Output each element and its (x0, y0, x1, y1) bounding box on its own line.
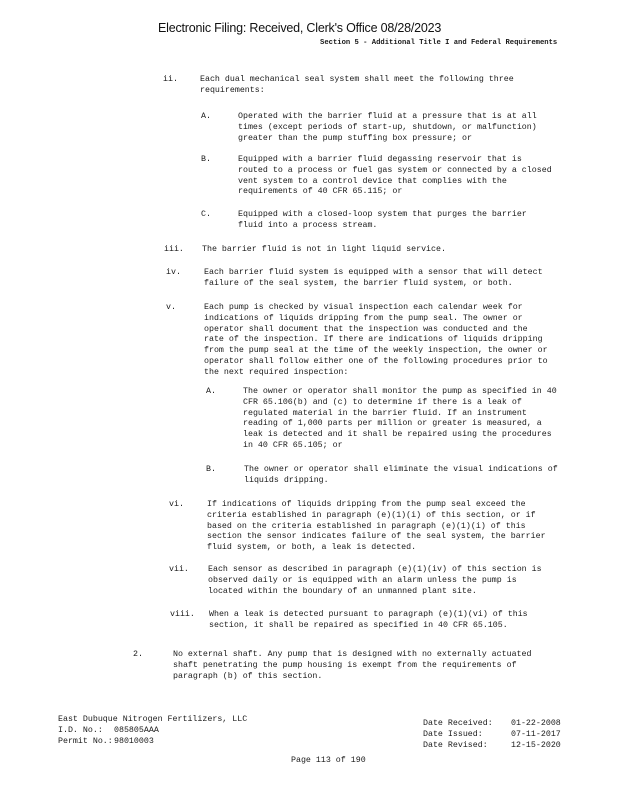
text-line: section the sensor indicates failure of the seal system, the barrier (207, 532, 546, 542)
text-line: failure of the seal system, the barrier fluid system, or both. (204, 278, 513, 288)
item-number: C. (201, 210, 211, 219)
text-line: liquids dripping. (244, 475, 329, 485)
text-line: located within the boundary of an unmanned plant site. (208, 586, 477, 596)
text-line: The barrier fluid is not in light liquid service. (202, 245, 446, 254)
text-line: Each barrier fluid system is equipped with a sensor that will detect (204, 268, 543, 277)
item-text (244, 465, 614, 487)
item-number: iii. (164, 245, 184, 254)
item-number: ii. (163, 75, 178, 84)
item-text (207, 500, 607, 554)
text-line: operator shall follow either one of the following procedures prior to (204, 356, 548, 366)
text-line: requirements: (200, 85, 265, 95)
id-number-row (58, 726, 247, 737)
item-text (238, 155, 618, 198)
text-line: section, it shall be repaired as specified in 40 CFR 65.105. (209, 620, 508, 630)
item-text (204, 268, 604, 290)
text-line: Equipped with a closed-loop system that purges the barrier (238, 210, 527, 219)
text-line: routed to a process or fuel gas system or connected by a closed (238, 165, 552, 175)
date-revised-label: Date Revised: (423, 740, 488, 750)
id-value: 085805AAA (114, 725, 159, 735)
date-revised-value: 12-15-2020 (511, 740, 561, 750)
page-number: Page 113 of 190 (291, 756, 366, 765)
text-line: CFR 65.106(b) and (c) to determine if there is a leak of (243, 397, 522, 407)
date-issued-value: 07-11-2017 (511, 729, 561, 739)
text-line: The owner or operator shall eliminate the visual indications of (244, 465, 558, 474)
text-line: criteria established in paragraph (e)(1)(i) of this section, or if (207, 510, 536, 520)
date-revised-row (423, 741, 561, 752)
text-line: paragraph (b) of this section. (173, 671, 323, 681)
date-received-label: Date Received: (423, 719, 493, 728)
item-text (238, 112, 618, 144)
text-line: greater than the pump stuffing box pressure; or (238, 133, 473, 143)
text-line: vent system to a control device that complies with the (238, 176, 507, 186)
footer-facility-info (58, 715, 247, 747)
text-line: regulated material in the barrier fluid. If an instrument (243, 408, 527, 418)
text-line: shaft penetrating the pump housing is exempt from the requirements of (173, 660, 517, 670)
item-number: B. (201, 155, 211, 164)
item-text (238, 210, 618, 232)
item-number: vi. (169, 500, 184, 509)
text-line: fluid into a process stream. (238, 220, 378, 230)
date-issued-row (423, 730, 561, 741)
text-line: If indications of liquids dripping from the pump seal exceed the (207, 500, 526, 509)
text-line: from the pump seal at the time of the weekly inspection, the owner or (204, 346, 548, 356)
permit-number-row (58, 737, 247, 748)
item-number: viii. (170, 610, 195, 619)
company-name: East Dubuque Nitrogen Fertilizers, LLC (58, 715, 248, 724)
permit-label: Permit No.: (58, 736, 113, 746)
text-line: fluid system, or both, a leak is detected. (207, 543, 417, 553)
text-line: leak is detected and it shall be repaired using the procedures (243, 430, 552, 440)
item-number: v. (166, 303, 176, 312)
item-number: 2. (133, 650, 143, 659)
item-text (209, 610, 609, 632)
item-text (202, 245, 602, 256)
filing-stamp: Electronic Filing: Received, Clerk's Office 08/28/2023 (158, 21, 442, 35)
footer-dates (423, 719, 561, 751)
item-text (208, 565, 608, 597)
text-line: times (except periods of start-up, shutdown, or malfunction) (238, 122, 537, 132)
text-line: When a leak is detected pursuant to paragraph (e)(1)(vi) of this (209, 610, 528, 619)
text-line: No external shaft. Any pump that is designed with no externally actuated (173, 650, 532, 659)
permit-value: 98010003 (114, 736, 154, 746)
text-line: the next required inspection: (204, 367, 349, 377)
text-line: Each dual mechanical seal system shall meet the following three (200, 75, 514, 84)
text-line: rate of the inspection. If there are indications of liquids dripping (204, 335, 543, 345)
date-received-row (423, 719, 561, 730)
item-text (204, 303, 614, 379)
item-number: A. (201, 112, 211, 121)
text-line: observed daily or is equipped with an alarm unless the pump is (208, 575, 517, 585)
date-issued-label: Date Issued: (423, 729, 483, 739)
text-line: The owner or operator shall monitor the pump as specified in 40 (243, 387, 557, 396)
text-line: indications of liquids dripping from the pump seal. The owner or (204, 313, 523, 323)
id-label: I.D. No.: (58, 725, 103, 735)
text-line: Each pump is checked by visual inspection each calendar week for (204, 303, 523, 312)
text-line: in 40 CFR 65.105; or (243, 440, 343, 450)
text-line: based on the criteria established in paragraph (e)(1)(i) of this (207, 521, 526, 531)
item-text (173, 650, 613, 682)
text-line: Equipped with a barrier fluid degassing reservoir that is (238, 155, 522, 164)
text-line: operator shall document that the inspection was conducted and the (204, 324, 528, 334)
text-line: requirements of 40 CFR 65.115; or (238, 187, 403, 197)
section-header: Section 5 - Additional Title I and Federal Requirements (320, 39, 558, 47)
item-number: iv. (166, 268, 181, 277)
text-line: Each sensor as described in paragraph (e)(1)(iv) of this section is (208, 565, 542, 574)
date-received-value: 01-22-2008 (511, 719, 561, 728)
item-text (243, 387, 613, 452)
item-number: A. (206, 387, 216, 396)
item-number: vii. (169, 565, 189, 574)
text-line: Operated with the barrier fluid at a pressure that is at all (238, 112, 537, 121)
item-text (200, 75, 600, 97)
item-number: B. (206, 465, 216, 474)
text-line: reading of 1,000 parts per million or greater is measured, a (243, 419, 542, 429)
